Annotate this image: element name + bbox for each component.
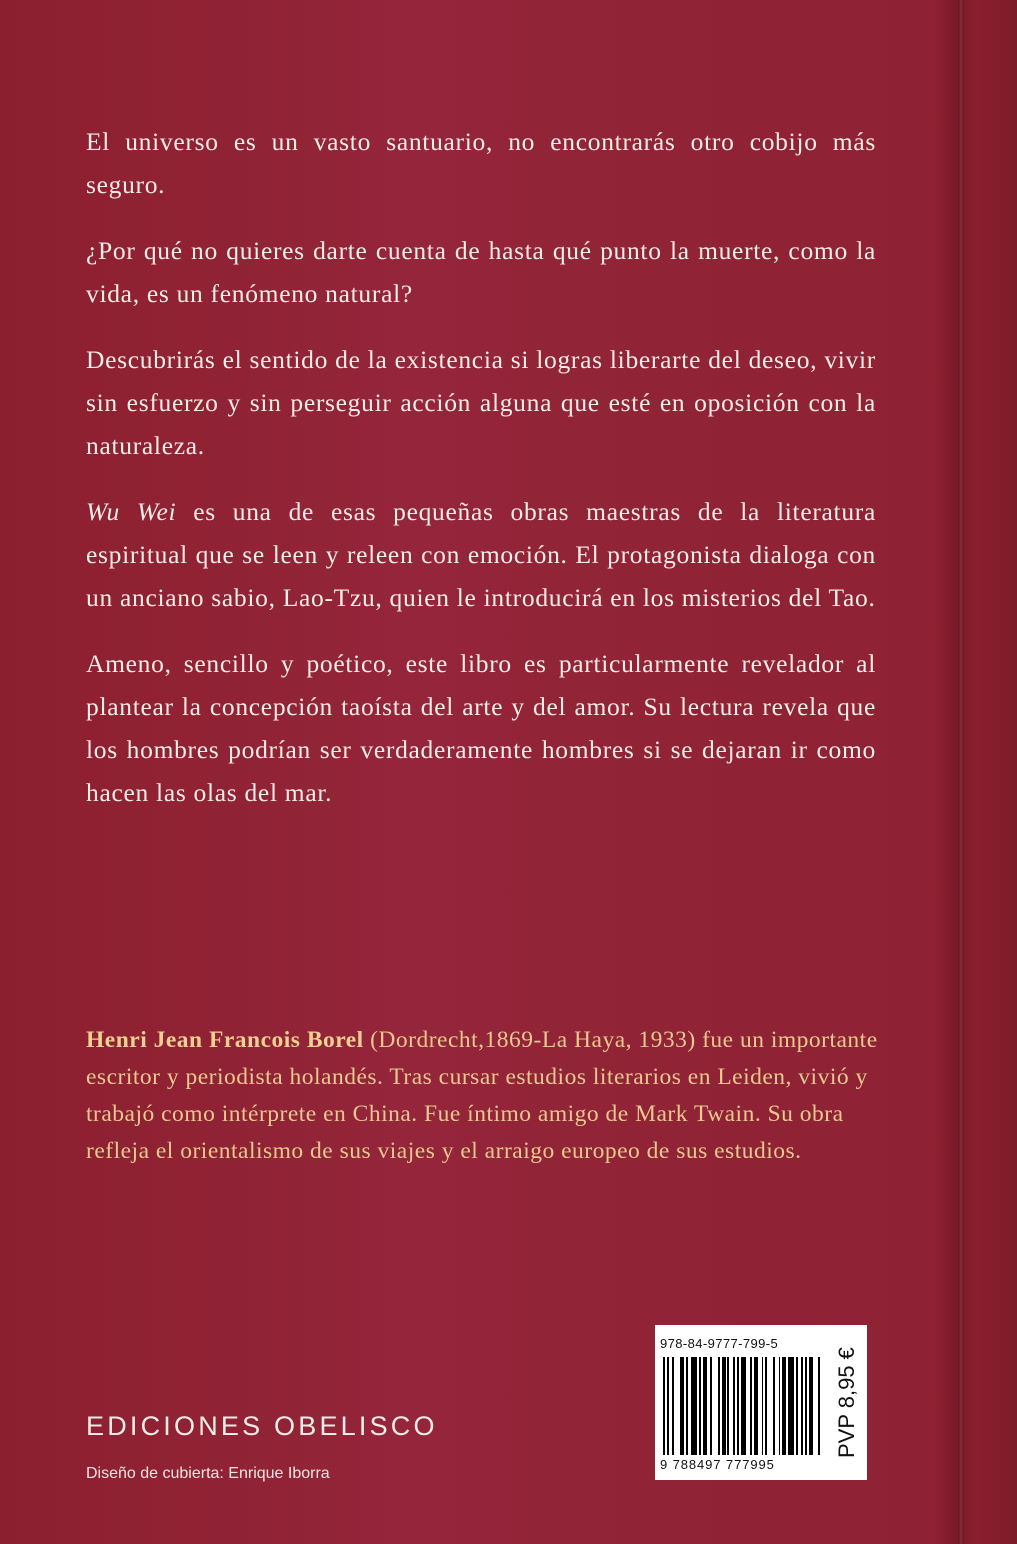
ean-number: 9 788497 777995 [660,1457,775,1472]
blurb-paragraph-5: Ameno, sencillo y poético, este libro es particularmente revelador al plantear la concepción taoísta del arte y del amor. Su lectura revela que los hombres podrían ser verdaderamente hombres si se dejaran ir como hacen las olas del mar. [86,649,876,807]
blurb-paragraph-3: Descubrirás el sentido de la existencia si logras liberarte del deseo, vivir sin esfuerzo y sin perseguir acción alguna que esté en oposición con la naturaleza. [86,345,876,460]
barcode-bars [663,1357,825,1455]
cover-design-credit: Diseño de cubierta: Enrique Iborra [86,1465,330,1482]
blurb-paragraph-4 [86,490,876,619]
blurb-paragraph-2: ¿Por qué no quieres darte cuenta de hasta qué punto la muerte, como la vida, es un fenómeno natural? [86,236,876,308]
barcode-label [655,1325,867,1480]
isbn-number: 978-84-9777-799-5 [660,1336,779,1351]
book-title: Wu Wei [86,497,177,526]
blurb-paragraph-4-text: es una de esas pequeñas obras maestras de la literatura espiritual que se leen y releen con emoción. El protagonista dialoga con un anciano sabio, Lao-Tzu, quien le introducirá en los misterios del Tao. [86,497,876,612]
publisher-name: EDICIONES OBELISCO [86,1411,438,1441]
author-bio [86,1022,886,1170]
blurb [86,120,876,837]
blurb-paragraph-1: El universo es un vasto santuario, no encontrarás otro cobijo más seguro. [86,127,876,199]
price-label: PVP 8,95 € [834,1347,859,1459]
author-name: Henri Jean Francois Borel [86,1027,364,1053]
spine-hinge [958,0,964,1544]
author-bio-text: (Dordrecht,1869-La Haya, 1933) fue un importante escritor y periodista holandés. Tras cursar estudios literarios en Leiden, vivió y trabajó como intérprete en China. Fue íntimo amigo de Mark Twain. Su obra refleja el orientalismo de sus viajes y el arraigo europeo de sus estudios. [86,1027,878,1164]
